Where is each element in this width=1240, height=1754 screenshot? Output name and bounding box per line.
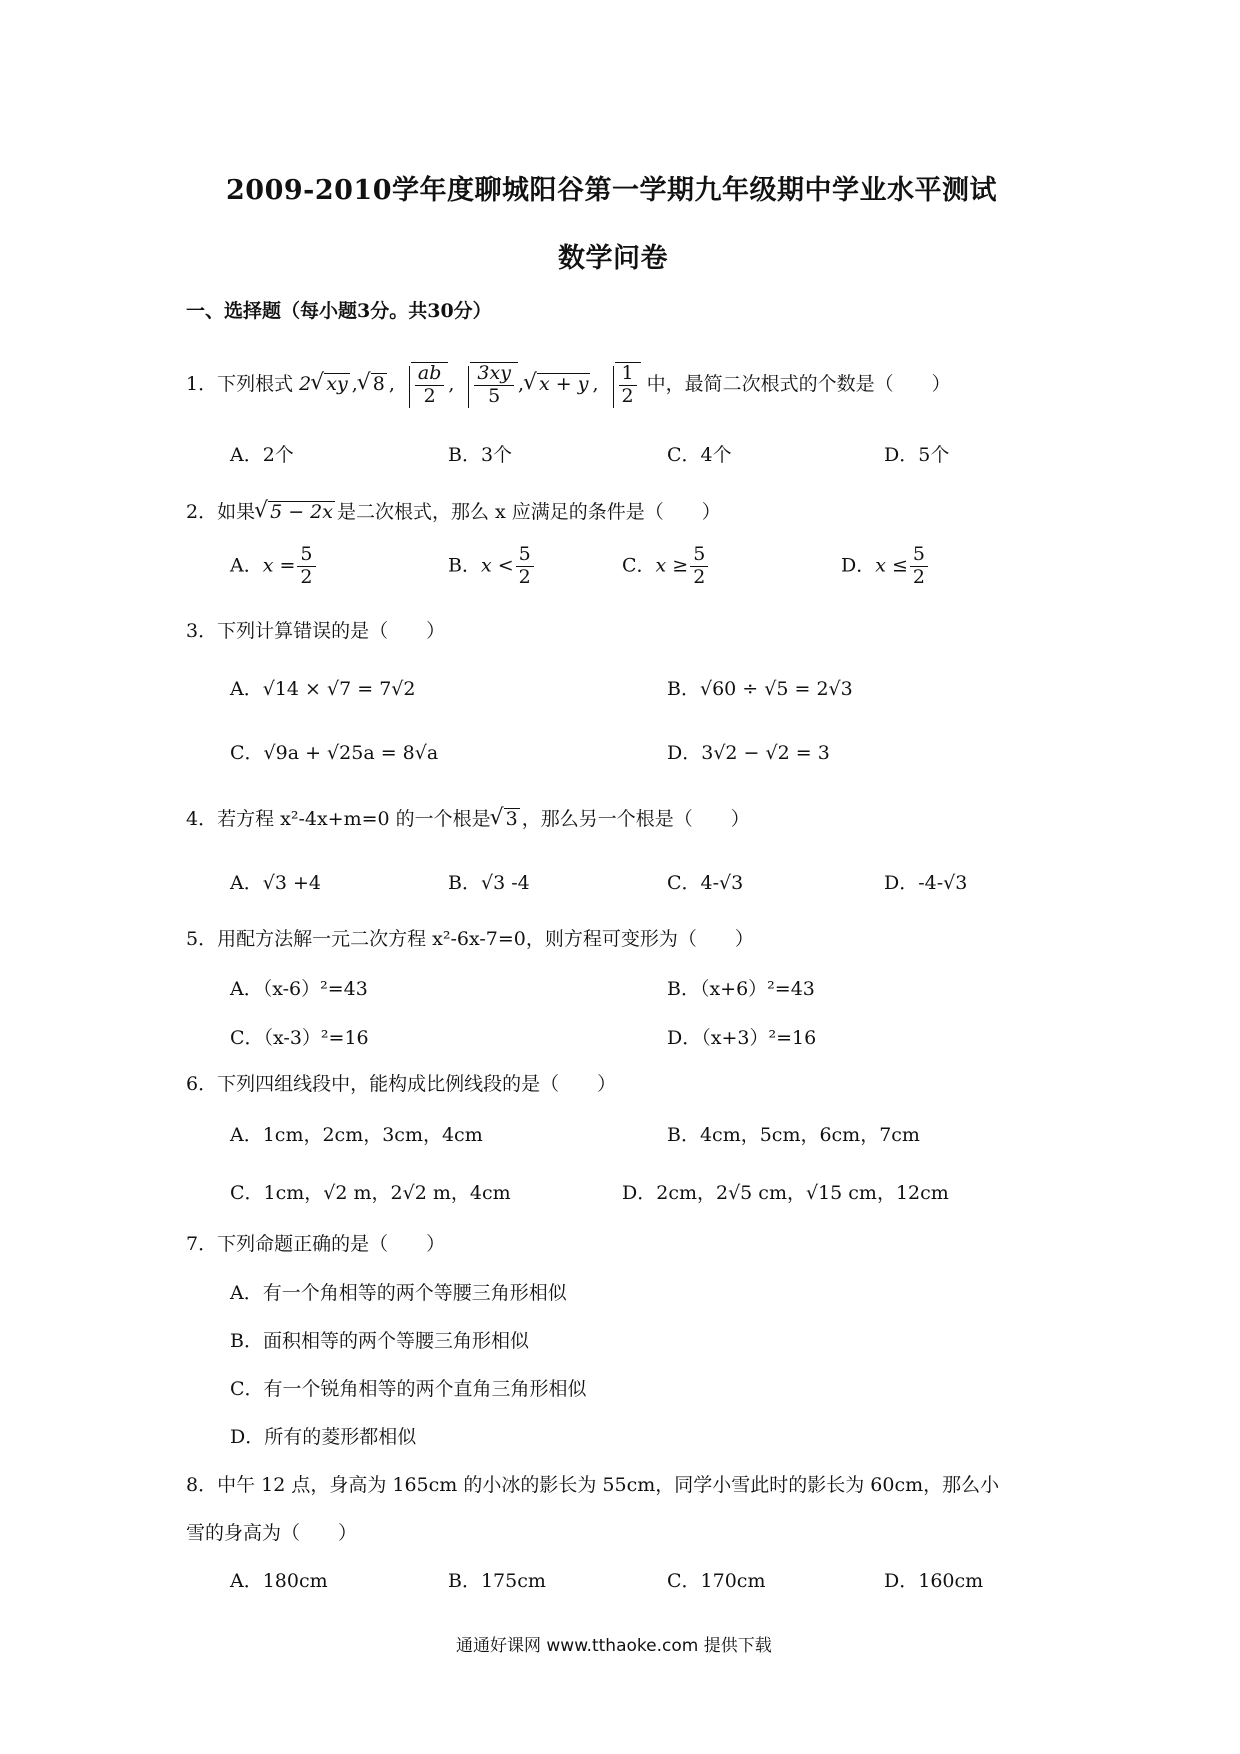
question-2-radical: 5 − 2x [270,501,333,523]
q5-option-d: D．（x+3）²=16 [667,1027,817,1049]
q6-option-c: C．1cm，√2 m，2√2 m，4cm [230,1182,511,1204]
q1-option-b: B．3个 [448,444,513,466]
q3-option-b: B．√60 ÷ √5 = 2√3 [667,678,853,700]
q6-option-a: A．1cm，2cm，3cm，4cm [230,1124,483,1146]
question-8-line-2: 雪的身高为（ ） [186,1522,358,1544]
question-4-suffix: ，那么另一个根是（ ） [521,808,750,830]
question-1-prefix: 1．下列根式 [186,372,294,395]
q4-option-d: D．-4-√3 [884,872,968,894]
section-heading: 一、选择题（每小题3分。共30分） [186,300,492,322]
q7-option-b: B．面积相等的两个等腰三角形相似 [230,1330,529,1352]
question-7: 7．下列命题正确的是（ ） [186,1233,446,1255]
question-8-line-1: 8．中午 12 点，身高为 165cm 的小冰的影长为 55cm，同学小雪此时的影长为 60cm，那么小 [186,1474,1000,1496]
q8-option-a: A．180cm [230,1570,328,1592]
q1-option-a: A．2个 [230,444,294,466]
question-2-suffix: 是二次根式，那么 x 应满足的条件是（ ） [337,501,721,523]
q2-option-c: C．x ≥ $\frac{5}{2}$ [622,544,710,589]
q7-option-a: A．有一个角相等的两个等腰三角形相似 [230,1282,567,1304]
question-1 [186,362,951,408]
q3-option-d: D．3√2 − √2 = 3 [667,742,830,764]
question-5: 5．用配方法解一元二次方程 x²-6x-7=0，则方程可变形为（ ） [186,928,754,950]
q3-option-c: C．√9a + √25a = 8√a [230,742,439,764]
q7-option-c: C．有一个锐角相等的两个直角三角形相似 [230,1378,587,1400]
footer-source: 通通好课网 www.tthaoke.com 提供下载 [456,1636,772,1656]
q2-option-d: D．x ≤ $\frac{5}{2}$ [841,544,930,589]
exam-subtitle: 数学问卷 [558,243,668,274]
question-4: 4．若方程 x²-4x+m=0 的一个根是√ 3 ，那么另一个根是（ ） [186,804,750,831]
q1-option-c: C．4个 [667,444,732,466]
q6-option-b: B．4cm，5cm，6cm，7cm [667,1124,920,1146]
question-4-prefix: 4．若方程 x²-4x+m=0 的一个根是 [186,808,491,830]
question-2-prefix: 2．如果 [186,501,256,523]
question-6: 6．下列四组线段中，能构成比例线段的是（ ） [186,1073,617,1095]
q5-option-a: A．（x-6）²=43 [230,978,368,1000]
q8-option-d: D．160cm [884,1570,984,1592]
question-1-suffix: 中，最简二次根式的个数是（ ） [646,372,951,395]
exam-title: 2009-2010学年度聊城阳谷第一学期九年级期中学业水平测试 [226,175,997,206]
q4-option-b: B．√3 -4 [448,872,530,894]
question-1-radicals: 2√ xy ,√ 8 , $\frac{ab}{2}$ , $\frac{3xy}{5}$ ,√ x + y , $\frac{1}{2}$ [299,362,640,408]
q2-option-b: B．x < $\frac{5}{2}$ [448,544,536,589]
q5-option-b: B．（x+6）²=43 [667,978,815,1000]
q4-option-a: A．√3 +4 [230,872,321,894]
q2-option-a: A．x = $\frac{5}{2}$ [230,544,318,589]
q1-option-d: D．5个 [884,444,950,466]
q7-option-d: D．所有的菱形都相似 [230,1426,417,1448]
question-2 [186,497,721,524]
q5-option-c: C．（x-3）²=16 [230,1027,369,1049]
q3-option-a: A．√14 × √7 = 7√2 [230,678,416,700]
question-3: 3．下列计算错误的是（ ） [186,620,446,642]
q4-option-c: C．4-√3 [667,872,744,894]
q8-option-c: C．170cm [667,1570,766,1592]
q8-option-b: B．175cm [448,1570,546,1592]
q6-option-d: D．2cm，2√5 cm，√15 cm，12cm [622,1182,949,1204]
